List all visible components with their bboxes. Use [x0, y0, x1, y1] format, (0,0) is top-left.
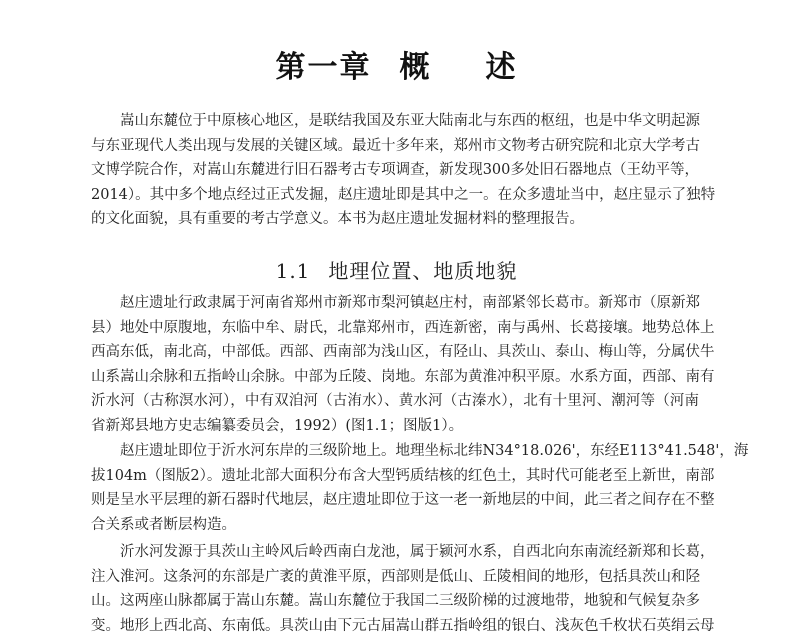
intro-line: 的文化面貌，具有重要的考古学意义。本书为赵庄遗址发掘材料的整理报告。	[91, 211, 584, 228]
site-paragraph	[91, 439, 749, 537]
site-line: 赵庄遗址即位于沂水河东岸的三级阶地上。地理坐标北纬N34°18.026'，东经E113°41.548'，海	[120, 443, 749, 459]
river-paragraph	[91, 540, 715, 638]
river-line: 变。地形上西北高、东南低。具茨山由下元古届嵩山群五指岭组的银白、浅灰色千枚状石英绢云母	[91, 617, 715, 634]
location-line: 省新郑县地方史志编纂委员会，1992）(图1.1；图版1）。	[91, 417, 464, 434]
chapter-title-number: 第一章	[275, 50, 372, 85]
location-line: 西高东低，南北高，中部低。西部、西南部为浅山区，有陉山、具茨山、泰山、梅山等，分属伏牛	[91, 344, 715, 361]
intro-line: 2014）。其中多个地点经过正式发掘，赵庄遗址即是其中之一。在众多遗址当中，赵庄显示了独特	[91, 186, 716, 203]
intro-paragraph	[91, 109, 716, 232]
chapter-title	[0, 42, 793, 86]
intro-line: 嵩山东麓位于中原核心地区，是联结我国及东亚大陆南北与东西的枢纽，也是中华文明起源	[120, 113, 700, 129]
site-line: 则是呈水平层理的新石器时代地层，赵庄遗址即位于这一老一新地层的中间，此三者之间存在不整	[91, 492, 715, 509]
intro-line: 文博学院合作，对嵩山东麓进行旧石器考古专项调查，新发现300多处旧石器地点（王幼平等，	[91, 162, 699, 179]
river-line: 山。这两座山脉都属于嵩山东麓。嵩山东麓位于我国二三级阶梯的过渡地带，地貌和气候复杂多	[91, 593, 700, 610]
location-line: 县）地处中原腹地，东临中牟、尉氏，北靠郑州市，西连新密，南与禹州、长葛接壤。地势总体上	[91, 319, 715, 336]
river-line: 沂水河发源于具茨山主岭风后岭西南白龙池，属于颍河水系，自西北向东南流经新郑和长葛，	[120, 544, 715, 560]
section-title-text: 地理位置、地质地貌	[328, 259, 518, 283]
location-paragraph	[91, 291, 715, 439]
location-line: 沂水河（古称溟水河），中有双洎河（古洧水）、黄水河（古溱水），北有十里河、潮河等（河南	[91, 393, 699, 410]
chapter-title-word2: 述	[485, 50, 518, 85]
section-number: 1.1	[275, 259, 311, 283]
river-line: 注入淮河。这条河的东部是广袤的黄淮平原，西部则是低山、丘陵相间的地形，包括具茨山和陉	[91, 568, 700, 585]
intro-line: 与东亚现代人类出现与发展的关键区域。最近十多年来，郑州市文物考古研究院和北京大学考古	[91, 137, 700, 154]
site-line: 拔104m（图版2）。遗址北部大面积分布含大型钙质结核的红色土，其时代可能老至上新世，南部	[91, 467, 715, 484]
site-line: 合关系或者断层构造。	[91, 516, 236, 533]
chapter-title-word1: 概	[399, 50, 432, 85]
location-line: 山系嵩山余脉和五指岭山余脉。中部为丘陵、岗地。东部为黄淮冲积平原。水系方面，西部、南有	[91, 368, 715, 385]
location-line: 赵庄遗址行政隶属于河南省郑州市新郑市梨河镇赵庄村，南部紧邻长葛市。新郑市（原新郑	[120, 295, 700, 311]
section-heading	[0, 255, 793, 284]
